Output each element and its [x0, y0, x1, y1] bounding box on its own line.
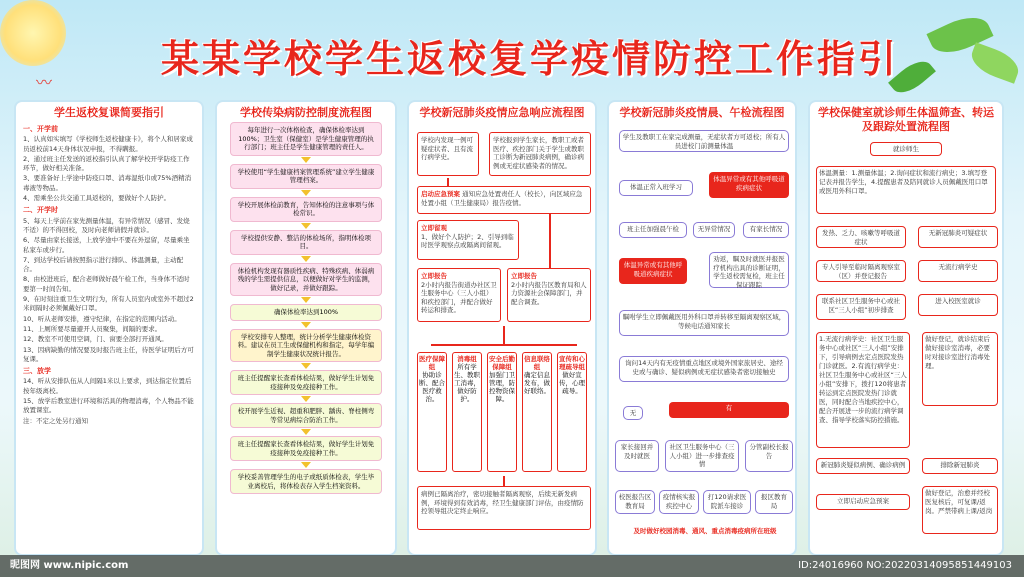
flow-box: 学校内发现一例可疑症状者、且有流行病学史。 [417, 132, 479, 176]
guide-item: 12、教室不可使用空调，门、窗要全部打开通风。 [23, 335, 168, 344]
flow-step: 学校妥善管理学生的电子或纸质体检表，学生毕业离校后，将体检表存入学生档案资料。 [230, 469, 382, 494]
response-group [452, 352, 482, 472]
bird-icon: 〰 [36, 73, 53, 92]
flow-box: 有 [669, 402, 789, 418]
panel-heading: 学校新冠肺炎疫情应急响应流程图 [419, 106, 585, 119]
group-body: 加强门卫管理，防控物资保障。 [489, 371, 515, 403]
guide-item: 1、认真如实填写《学校师生返校健康卡》，将个人和居家成员返校前14天身体状况申报，不得瞒报。 [23, 135, 193, 153]
flow-step: 学校提供安静、整洁的体检场所，指明体检项目。 [230, 230, 382, 255]
guide-item: 13、因病缺勤的情况要及时报告班主任，待医学证明后方可复课。 [23, 345, 194, 363]
group-head: 消毒组 [457, 355, 477, 363]
down-arrow-icon [301, 396, 311, 402]
flow-steps [217, 122, 395, 494]
panel-heading: 学生返校复课简要指引 [54, 106, 164, 119]
flow-tag: 启动应急预案 [421, 190, 460, 198]
response-group [522, 352, 552, 472]
flow-box: 体温异常或有其他呼吸道疾病症状 [709, 172, 789, 198]
group-head: 医疗保障组 [419, 355, 445, 371]
flow-box [417, 186, 591, 214]
flow-box: 联系社区卫生服务中心或社区“三人小组”初步排查 [816, 294, 906, 320]
panel-return-guide [14, 100, 204, 556]
flow-box: 体温测量：1.测量体温；2.询问症状和流行病史；3.填写登记表并报告学生，4.提醒患者及陪同就诊人员佩戴医用口罩或医用外科口罩。 [816, 166, 996, 214]
flow-box: 瞩咐学生立即佩戴医用外科口罩并转移至隔离观察区域，等候电话通知家长 [619, 310, 789, 336]
group-head: 信息联络组 [524, 355, 550, 371]
panel-morning-check [607, 100, 797, 556]
flow-text: 1、做好个人防护；2、引导到临时医学观察点或隔离间留观。 [421, 232, 514, 249]
guide-item: 10、听从老师安排，遵守纪律，在指定的范围内活动。 [23, 314, 181, 323]
flow-box: 1.无流行病学史：社区卫生服务中心或社区“三人小组”安排下，引导病例去定点医院发热门诊就医。2.有流行病学史：社区卫生服务中心或社区“三人小组”安排下，拨打120将患者转运到定点医院发热门诊就医，同时配合当地疾控中心，配合开展进一步的流行病学调查、指导学校落实防控措施。 [816, 332, 910, 448]
guide-item: 2、通过班主任发送的返校指引认真了解学校开学防疫工作环节，做好相关准备。 [23, 154, 190, 173]
watermark-footer [0, 555, 1024, 577]
flow-box: 做好登记，治愈并经校医复核后，可复课/返岗。严禁带病上课/返岗 [922, 486, 998, 534]
flow-tag: 立即留观 [421, 224, 447, 232]
response-group [557, 352, 587, 472]
panel-heading: 学校传染病防控制度流程图 [240, 106, 372, 119]
guide-item: 8、由校进班后，配合老师做好晨午检工作，当身体不适时要第一时间告知。 [23, 275, 190, 293]
flow-box: 排除新冠肺炎 [922, 458, 998, 474]
down-arrow-icon [301, 223, 311, 229]
flow-box: 病例已隔离治疗，密切接触者隔离观察，后续无新发病例，环境得到有效消毒，经卫生健康部门评估，由疫情防控领导组决定终止响应。 [417, 486, 591, 530]
flow-step: 学校使用“学生健康档案管理系统”建立学生健康管理档案。 [230, 164, 382, 189]
flow-step: 班主任提醒家长查看体检结果，做好学生计划免疫接种及免疫接种工作。 [230, 436, 382, 461]
flow-step: 班主任提醒家长查看体检结果，做好学生计划免疫接种及免疫接种工作。 [230, 370, 382, 395]
flow-text: 2小时内报告区教育局和人力资源社会保障部门，并配合调查。 [511, 280, 587, 306]
flow-box: 体温正常入班学习 [619, 180, 693, 196]
connector [503, 326, 505, 344]
flow-tag: 立即报告 [421, 272, 447, 280]
flow-box: 就诊师生 [870, 142, 942, 156]
group-head: 宣传和心理疏导组 [559, 355, 585, 371]
group-body: 确定信息发布，做好联络。 [524, 371, 550, 395]
flow-tag: 立即报告 [511, 272, 537, 280]
flow-box: 无 [623, 406, 643, 420]
flow-step: 学校开展体检前教育，告知体检的注意事项与体检常识。 [230, 197, 382, 222]
flow-box: 进入校医室就诊 [918, 294, 998, 316]
group-body: 做好宣传，心理疏导。 [559, 371, 585, 395]
flow-box: 打120请求医院派车接诊 [703, 490, 751, 514]
down-arrow-icon [301, 190, 311, 196]
flow-box: 学校报到学生家长，教职工或者医疗、疾控部门关于学生或教职工诊断为新冠肺炎病例，确诊病例或无症状感染者的情况。 [489, 132, 591, 176]
panel-heading: 学校保健室就诊师生体温筛查、转运及跟踪处置流程图 [818, 106, 994, 133]
flow-step: 每年进行一次体格检查，确保体检率达到100%；卫生室（保健室）是学生健康管理的执行部门；班主任是学生健康管理的责任人。 [230, 122, 382, 156]
section-heading: 一、开学前 [23, 125, 58, 133]
flow-box: 立即启动应急预案 [816, 494, 910, 510]
guide-item: 4、需乘坐公共交通工具返校的，要做好个人防护。 [23, 194, 171, 203]
panel-disease-control [215, 100, 397, 556]
guide-item: 15、放学后教室进行环境和活具的物理消毒，个人物品不能放置课室。 [23, 397, 194, 415]
down-arrow-icon [301, 322, 311, 328]
sun-decoration [0, 0, 66, 66]
guide-item: 3、要准备好上学途中防疫口罩、消毒湿纸巾或75%酒精消毒液等物品。 [23, 174, 192, 192]
down-arrow-icon [301, 157, 311, 163]
panel-clinic-flow [808, 100, 1004, 556]
flow-box: 劝返，瞩及时就医并报医疗机构出具的诊断证明，学生返校需复检，班主任保证跟踪 [709, 252, 789, 288]
flow-box: 无异常情况 [693, 222, 735, 238]
flow-step: 学校安排专人整理，统计分析学生健康体检资料。建议在员工生或保健机构和指定，每学年编制学生健康状况统计报告。 [230, 329, 382, 363]
flow-box: 体温异常或有其他呼吸道疾病症状 [619, 258, 687, 284]
guide-item: 5、每天上学前在家先测量体温，有异常情况（感冒、发烧不适）的不得回校，及时向老师请假并就诊。 [23, 216, 190, 234]
flow-box: 校医报告区教育局 [615, 490, 655, 514]
flow-box: 无新冠肺炎可疑症状 [918, 226, 998, 248]
flow-step: 校开展学生近视、超重和肥胖、龋齿、脊柱侧弯等常见病综合防治工作。 [230, 403, 382, 428]
flow-box: 班主任加强晨午检 [619, 222, 687, 238]
flow-step: 确保体检率达到100% [230, 304, 382, 321]
panel-emergency-flow [407, 100, 597, 556]
guide-item: 注：不定之处另行通知 [23, 416, 88, 425]
flow-box [417, 268, 501, 322]
flow-step: 体检机构发现有器质性疾病、特殊疾病、体弱病残的学生需提供信息，以便做好对学生的监测，做好记录，并做好跟踪。 [230, 263, 382, 297]
group-body: 协助诊断、配合医疗救治。 [419, 371, 445, 403]
down-arrow-icon [301, 256, 311, 262]
flow-box [417, 220, 519, 260]
connector [431, 344, 577, 346]
guide-text [16, 125, 202, 426]
guide-item: 14、听从安排队伍从人间隔1米以上要求，到达指定位置后按年级离校。 [23, 377, 192, 395]
connector [503, 476, 505, 486]
page-title: 某某学校学生返校复学疫情防控工作指引 [160, 37, 899, 81]
flow-box: 发热、乏力、咳嗽等呼吸道症状 [816, 226, 906, 248]
flow-text: 通知应急处置责任人（校长），向区域应急处置小组（卫生健康局）报告疫情。 [421, 190, 583, 207]
flow-box: 专人引导至临时隔离观察室（区）并登记报告 [816, 260, 906, 282]
flow-box: 做好登记，就诊结束后做好接诊室消毒，必要时对接诊室进行消毒处理。 [922, 332, 998, 406]
footer-left: 昵图网 www.nipic.com [10, 560, 129, 571]
down-arrow-icon [301, 363, 311, 369]
down-arrow-icon [301, 462, 311, 468]
flow-box: 无流行病学史 [918, 260, 998, 282]
connector [447, 178, 449, 186]
guide-item: 11、上厕所要尽量避开人员聚集，间隔的要求。 [23, 324, 162, 333]
section-heading: 二、开学时 [23, 206, 58, 215]
down-arrow-icon [301, 297, 311, 303]
connector [549, 214, 551, 268]
flow-box: 询问14天内有无疫情重点地区或境外国家旅居史、途经史或与确诊、疑似病例或无症状感染者密切接触史 [619, 356, 789, 382]
flow-box [507, 268, 591, 322]
guide-item: 6、尽量由家长接送，上放学途中不要在外逗留，尽量乘坐私家车或步行。 [23, 236, 190, 254]
section-heading: 三、放学 [23, 367, 51, 376]
flow-box: 疫情核实报疾控中心 [659, 490, 699, 514]
guide-item: 7、到达学校后请按照指示进行排队、体温测量，主动配合。 [23, 255, 184, 274]
flow-box: 家长接回并及时就医 [615, 440, 659, 472]
response-group [417, 352, 447, 472]
response-group [487, 352, 517, 472]
flow-text: 2小时内报告街道办社区卫生服务中心（三人小组）和疾控部门，并配合做好转运和排查。 [421, 280, 497, 314]
flow-box: 新冠肺炎疑似病例、确诊病例 [816, 458, 910, 474]
flow-box: 分管副校长报告 [745, 440, 793, 472]
footnote: 及时做好校园消毒、通风、重点消毒疫病所在班级 [633, 527, 777, 535]
group-head: 安全后勤保障组 [489, 355, 515, 371]
flow-box: 社区卫生服务中心（三人小组）进一步排查疫情 [665, 440, 739, 472]
group-body: 所有学生、教职工消毒，做好防护。 [454, 363, 480, 403]
flow-box: 学生及教职工在家完成测量，无症状者方可返校；所有人员进校门前测量体温 [619, 130, 789, 152]
down-arrow-icon [301, 429, 311, 435]
guide-item: 9、在时刻注重卫生文明行为，所有人员室内或室外不超过2米间隔时必须佩戴好口罩。 [23, 295, 194, 313]
flow-box: 报区教育局 [755, 490, 793, 514]
footer-right: ID:24016960 NO:20220314095851449103 [798, 560, 1012, 571]
panel-heading: 学校新冠肺炎疫情晨、午检流程图 [619, 106, 785, 119]
flow-box: 有家长情况 [743, 222, 789, 238]
